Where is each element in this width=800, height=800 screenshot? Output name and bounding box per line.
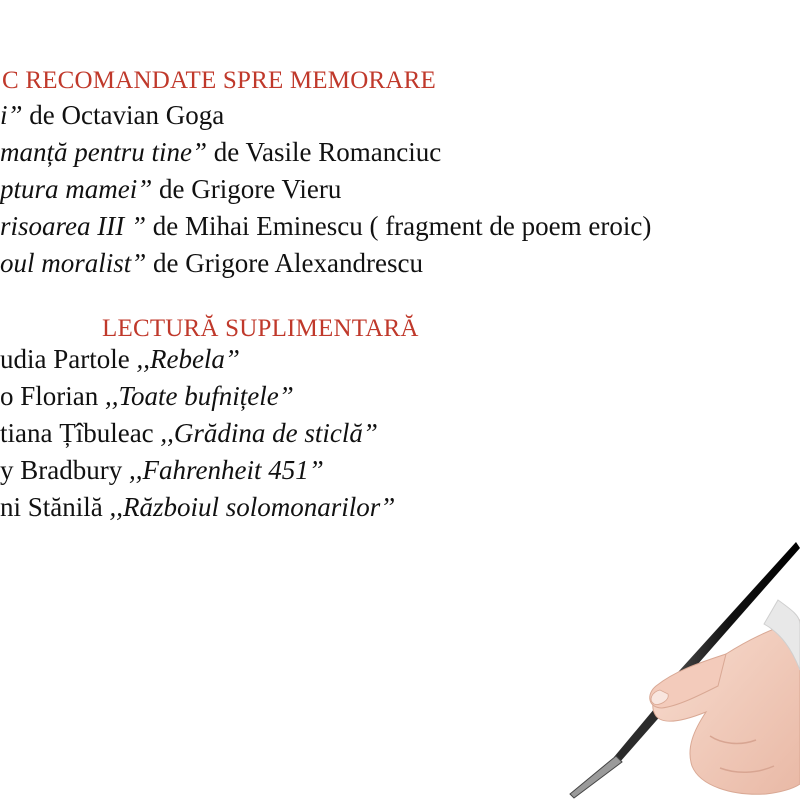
heading-memorare: C RECOMANDATE SPRE MEMORARE [2,67,436,94]
book-title: ,,Toate bufnițele” [105,381,294,411]
poem-title: ptura mamei” [0,174,153,204]
book-author: udia Partole [0,344,137,374]
list-item [0,418,378,449]
poem-author: de Vasile Romanciuc [207,137,442,167]
poem-author: de Grigore Alexandrescu [146,248,423,278]
list-item [0,211,651,242]
hand-holding-pen-icon [560,540,800,800]
poem-title: manță pentru tine” [0,137,207,167]
book-author: ni Stănilă [0,492,110,522]
poem-author: de Octavian Goga [22,100,225,130]
book-author: y Bradbury [0,455,129,485]
book-title: ,,Războiul solomonarilor” [109,492,396,522]
book-title: ,,Rebela” [136,344,240,374]
book-title: ,,Grădina de sticlă” [160,418,378,448]
list-item [0,100,224,131]
list-item [0,344,240,375]
book-author: o Florian [0,381,105,411]
poem-author: de Grigore Vieru [152,174,342,204]
poem-title: i” [0,100,23,130]
poem-title: risoarea III ” [0,211,146,241]
list-item [0,137,441,168]
list-item [0,248,423,279]
poem-author: de Mihai Eminescu ( fragment de poem eroic) [146,211,652,241]
heading-lectura: LECTURĂ SUPLIMENTARĂ [102,315,419,342]
book-title: ,,Fahrenheit 451” [128,455,324,485]
list-item [0,492,395,523]
list-item [0,455,324,486]
book-author: tiana Țîbuleac [0,418,161,448]
poem-title: oul moralist” [0,248,147,278]
list-item [0,381,294,412]
list-item [0,174,341,205]
